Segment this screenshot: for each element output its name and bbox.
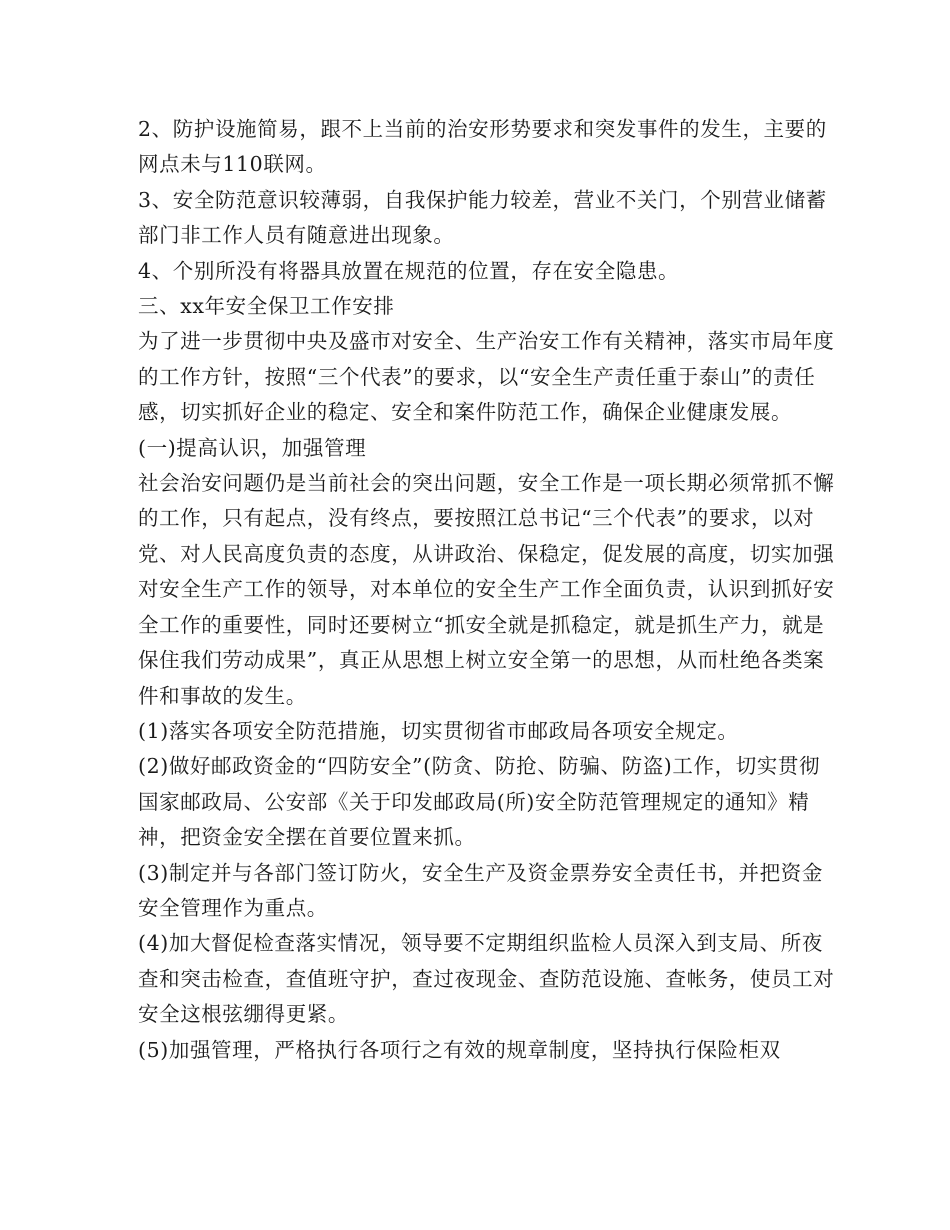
body-paragraph: 社会治安问题仍是当前社会的突出问题，安全工作是一项长期必须常抓不懈的工作，只有起点，没有终点，要按照江总书记“三个代表”的要求，以对党、对人民高度负责的态度，从讲政治、保稳定，促发展的高度，切实加强对安全生产工作的领导，对本单位的安全生产工作全面负责，认识到抓好安全工作的重要性，同时还要树立“抓安全就是抓稳定，就是抓生产力，就是保住我们劳动成果”，真正从思想上树立安全第一的思想，从而杜绝各类案件和事故的发生。 bbox=[138, 471, 835, 708]
paragraph-item-4: 4、个别所没有将器具放置在规范的位置，存在安全隐患。 bbox=[138, 258, 680, 283]
measure-item-3: (3)制定并与各部门签订防火，安全生产及资金票券安全责任书，并把资金安全管理作为重点。 bbox=[138, 860, 823, 920]
paragraph-item-3: 3、安全防范意识较薄弱，自我保护能力较差，营业不关门，个别营业储蓄部门非工作人员有随意进出现象。 bbox=[138, 187, 827, 248]
measure-item-1: (1)落实各项安全防范措施，切实贯彻省市邮政局各项安全规定。 bbox=[138, 718, 739, 743]
paragraph-item-2: 2、防护设施简易，跟不上当前的治安形势要求和突发事件的发生，主要的网点未与110联网。 bbox=[138, 117, 827, 177]
measure-item-4: (4)加大督促检查落实情况，领导要不定期组织监检人员深入到支局、所夜查和突击检查，查值班守护，查过夜现金、查防范设施、查帐务，使员工对安全这根弦绷得更紧。 bbox=[138, 931, 835, 1027]
subsection-heading-1: (一)提高认识，加强管理 bbox=[138, 435, 367, 460]
measure-item-5: (5)加强管理，严格执行各项行之有效的规章制度，坚持执行保险柜双 bbox=[138, 1037, 781, 1062]
section-heading-3: 三、xx年安全保卫工作安排 bbox=[138, 294, 395, 319]
document-body bbox=[138, 112, 838, 1068]
intro-paragraph: 为了进一步贯彻中央及盛市对安全、生产治安工作有关精神，落实市局年度的工作方针，按照“三个代表”的要求，以“安全生产责任重于泰山”的责任感，切实抓好企业的稳定、安全和案件防范工作，确保企业健康发展。 bbox=[138, 329, 835, 425]
measure-item-2: (2)做好邮政资金的“四防安全”(防贪、防抢、防骗、防盗)工作，切实贯彻国家邮政局、公安部《关于印发邮政局(所)安全防范管理规定的通知》精神，把资金安全摆在首要位置来抓。 bbox=[138, 754, 821, 850]
